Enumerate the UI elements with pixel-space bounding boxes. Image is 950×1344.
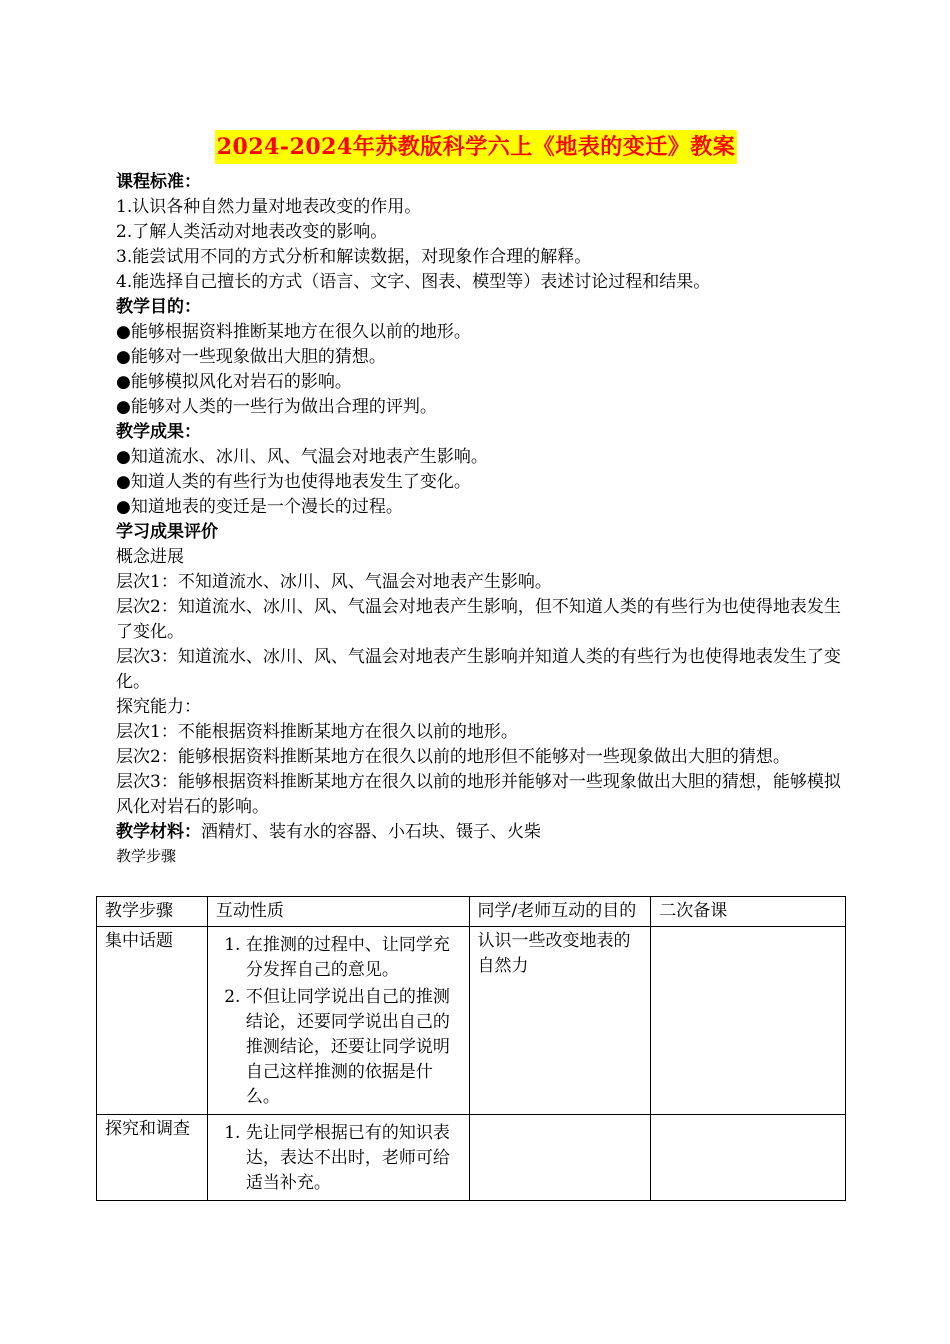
concept-level: 层次1：不知道流水、冰川、风、气温会对地表产生影响。 (116, 572, 552, 592)
interaction-list (216, 933, 461, 1110)
outcome-text: 知道流水、冰川、风、气温会对地表产生影响。 (130, 447, 488, 467)
inquiry-label: 探究能力： (116, 697, 201, 717)
notes-cell (651, 1115, 846, 1201)
header-cell: 教学步骤 (97, 897, 208, 927)
notes-cell (651, 927, 846, 1115)
outcome-text: 知道人类的有些行为也使得地表发生了变化。 (130, 472, 471, 492)
standard-item: 1.认识各种自然力量对地表改变的作用。 (116, 197, 422, 217)
document-title: 2024-2024年苏教版科学六上《地表的变迁》教案 (215, 130, 738, 164)
interaction-list (216, 1121, 461, 1196)
outcomes-heading: 教学成果： (116, 422, 201, 442)
list-item: 1. 在推测的过程中、让同学充分发挥自己的意见。 (246, 933, 461, 983)
interaction-cell (207, 1115, 469, 1201)
goal-item (116, 345, 856, 370)
purpose-cell: 认识一些改变地表的自然力 (469, 927, 651, 1115)
table-row (97, 1115, 846, 1201)
inquiry-level: 层次3：能够根据资料推断某地方在很久以前的地形并能够对一些现象做出大胆的猜想，能够模拟风化对岩石的影响。 (116, 772, 841, 817)
steps-table (96, 896, 846, 1201)
table-row (97, 927, 846, 1115)
inquiry-level: 层次1：不能根据资料推断某地方在很久以前的地形。 (116, 722, 518, 742)
goal-item (116, 370, 856, 395)
goals-heading: 教学目的： (116, 297, 201, 317)
standard-item: 4.能选择自己擅长的方式（语言、文字、图表、模型等）表述讨论过程和结果。 (116, 272, 711, 292)
title-wrap (96, 130, 856, 164)
goal-text: 能够对人类的一些行为做出合理的评判。 (130, 397, 437, 417)
interaction-cell (207, 927, 469, 1115)
concept-level: 层次2：知道流水、冰川、风、气温会对地表产生影响，但不知道人类的有些行为也使得地表发生了变化。 (116, 597, 841, 642)
outcome-item (116, 495, 856, 520)
goal-text: 能够对一些现象做出大胆的猜想。 (130, 347, 386, 367)
standard-item: 3.能尝试用不同的方式分析和解读数据，对现象作合理的解释。 (116, 247, 592, 267)
standards-heading: 课程标准： (116, 172, 201, 192)
header-cell: 同学/老师互动的目的 (469, 897, 651, 927)
outcome-item (116, 470, 856, 495)
step-cell: 集中话题 (97, 927, 208, 1115)
steps-caption: 教学步骤 (116, 847, 177, 865)
document-page (116, 130, 856, 867)
outcome-text: 知道地表的变迁是一个漫长的过程。 (130, 497, 403, 517)
header-cell: 互动性质 (207, 897, 469, 927)
standard-item: 2.了解人类活动对地表改变的影响。 (116, 222, 388, 242)
inquiry-level: 层次2：能够根据资料推断某地方在很久以前的地形但不能够对一些现象做出大胆的猜想。 (116, 747, 790, 767)
list-item: 2. 不但让同学说出自己的推测结论，还要同学说出自己的推测结论，还要让同学说明自己这样推测的依据是什么。 (246, 985, 461, 1110)
materials-line (116, 820, 856, 845)
outcome-item (116, 445, 856, 470)
header-cell: 二次备课 (651, 897, 846, 927)
goal-text: 能够根据资料推断某地方在很久以前的地形。 (130, 322, 471, 342)
step-cell: 探究和调查 (97, 1115, 208, 1201)
materials-value: 酒精灯、装有水的容器、小石块、镊子、火柴 (201, 822, 541, 842)
purpose-cell (469, 1115, 651, 1201)
goal-item (116, 395, 856, 420)
concept-level: 层次3：知道流水、冰川、风、气温会对地表产生影响并知道人类的有些行为也使得地表发生了变化。 (116, 647, 841, 692)
table-header-row (97, 897, 846, 927)
goal-text: 能够模拟风化对岩石的影响。 (130, 372, 352, 392)
materials-label: 教学材料： (116, 822, 201, 842)
evaluation-heading: 学习成果评价 (116, 522, 218, 542)
goal-item (116, 320, 856, 345)
list-item: 1. 先让同学根据已有的知识表达，表达不出时，老师可给适当补充。 (246, 1121, 461, 1196)
concept-label: 概念进展 (116, 547, 184, 567)
